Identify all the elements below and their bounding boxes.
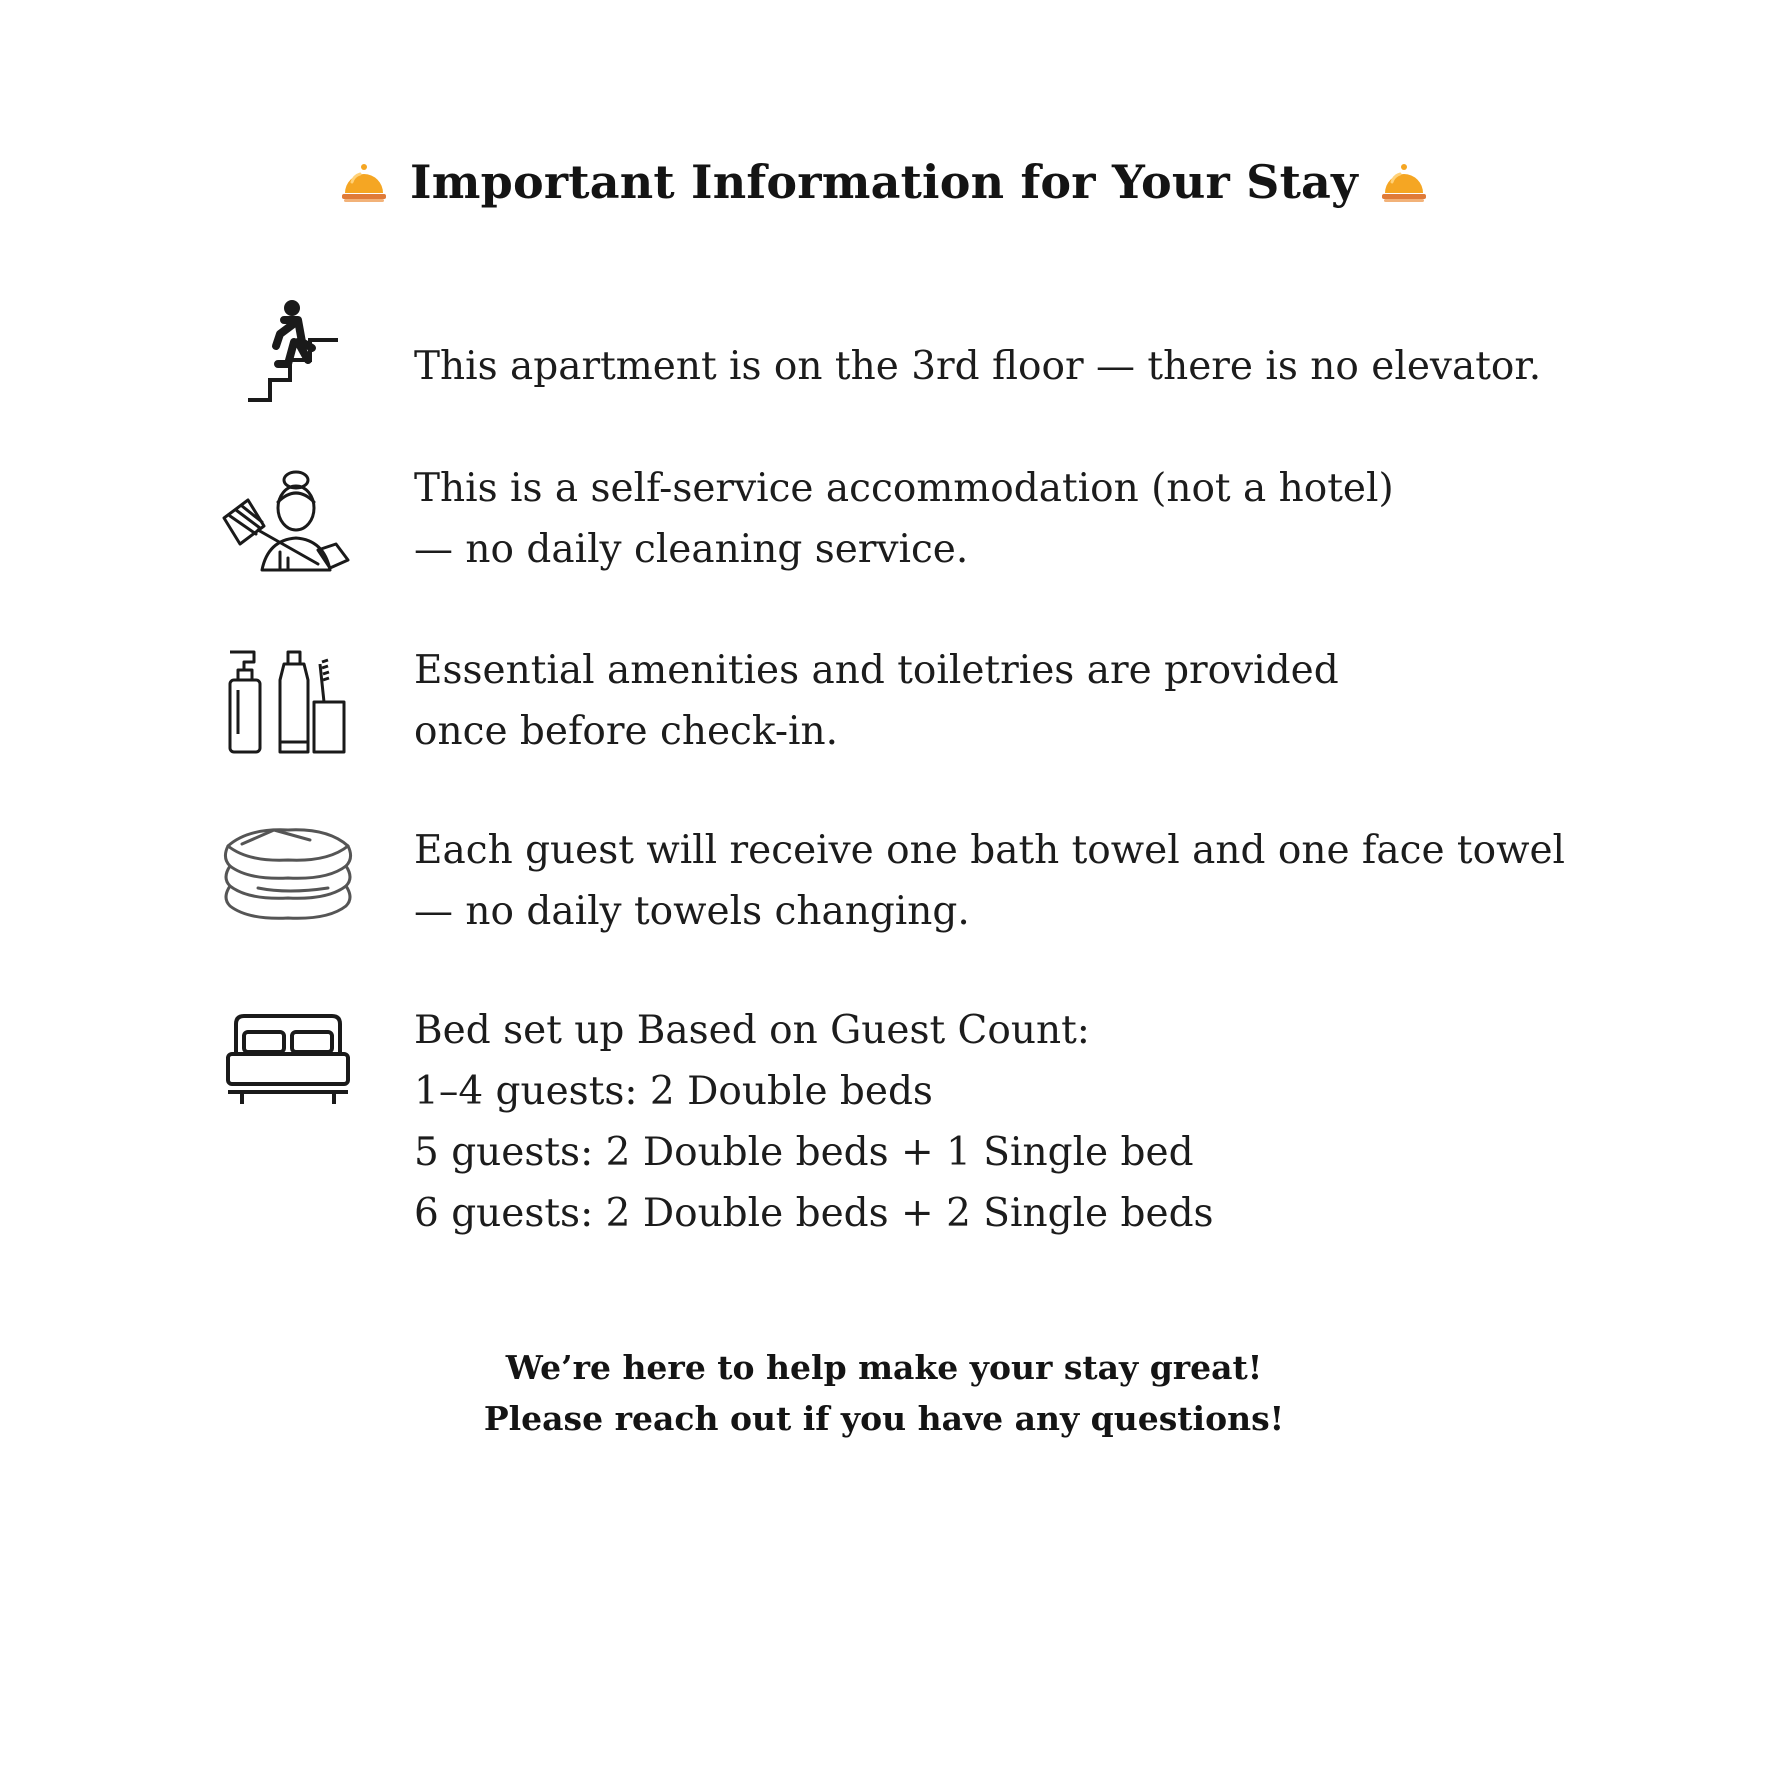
page-title: Important Information for Your Stay xyxy=(410,155,1358,209)
info-line: Bed set up Based on Guest Count: xyxy=(414,1008,1090,1053)
info-text xyxy=(414,1000,1214,1244)
info-line: once before check-in. xyxy=(414,709,838,754)
person-climbing-stairs-icon xyxy=(218,290,358,410)
double-bed-icon xyxy=(218,1010,358,1110)
bellhop-bell-icon xyxy=(340,160,388,204)
info-text xyxy=(414,820,1565,942)
footer-message xyxy=(0,1342,1768,1444)
info-text xyxy=(414,336,1541,397)
info-text xyxy=(414,640,1339,762)
info-line: Each guest will receive one bath towel and one face towel xyxy=(414,828,1566,873)
info-line: — no daily towels changing. xyxy=(414,889,970,934)
folded-towels-icon xyxy=(218,822,358,922)
info-line: Essential amenities and toiletries are provided xyxy=(414,648,1339,693)
info-line: 6 guests: 2 Double beds + 2 Single beds xyxy=(414,1191,1214,1236)
toiletries-icon xyxy=(218,648,358,758)
info-line: — no daily cleaning service. xyxy=(414,527,969,572)
info-line: 5 guests: 2 Double beds + 1 Single bed xyxy=(414,1130,1194,1175)
info-line: This is a self-service accommodation (not a hotel) xyxy=(414,466,1394,511)
info-line: This apartment is on the 3rd floor — there is no elevator. xyxy=(414,344,1542,389)
cleaning-lady-icon xyxy=(218,466,358,576)
footer-line: Please reach out if you have any questions! xyxy=(483,1399,1285,1438)
info-line: 1–4 guests: 2 Double beds xyxy=(414,1069,933,1114)
info-text xyxy=(414,458,1394,580)
footer-line: We’re here to help make your stay great! xyxy=(505,1348,1263,1387)
bellhop-bell-icon xyxy=(1380,160,1428,204)
title-row xyxy=(0,150,1768,214)
